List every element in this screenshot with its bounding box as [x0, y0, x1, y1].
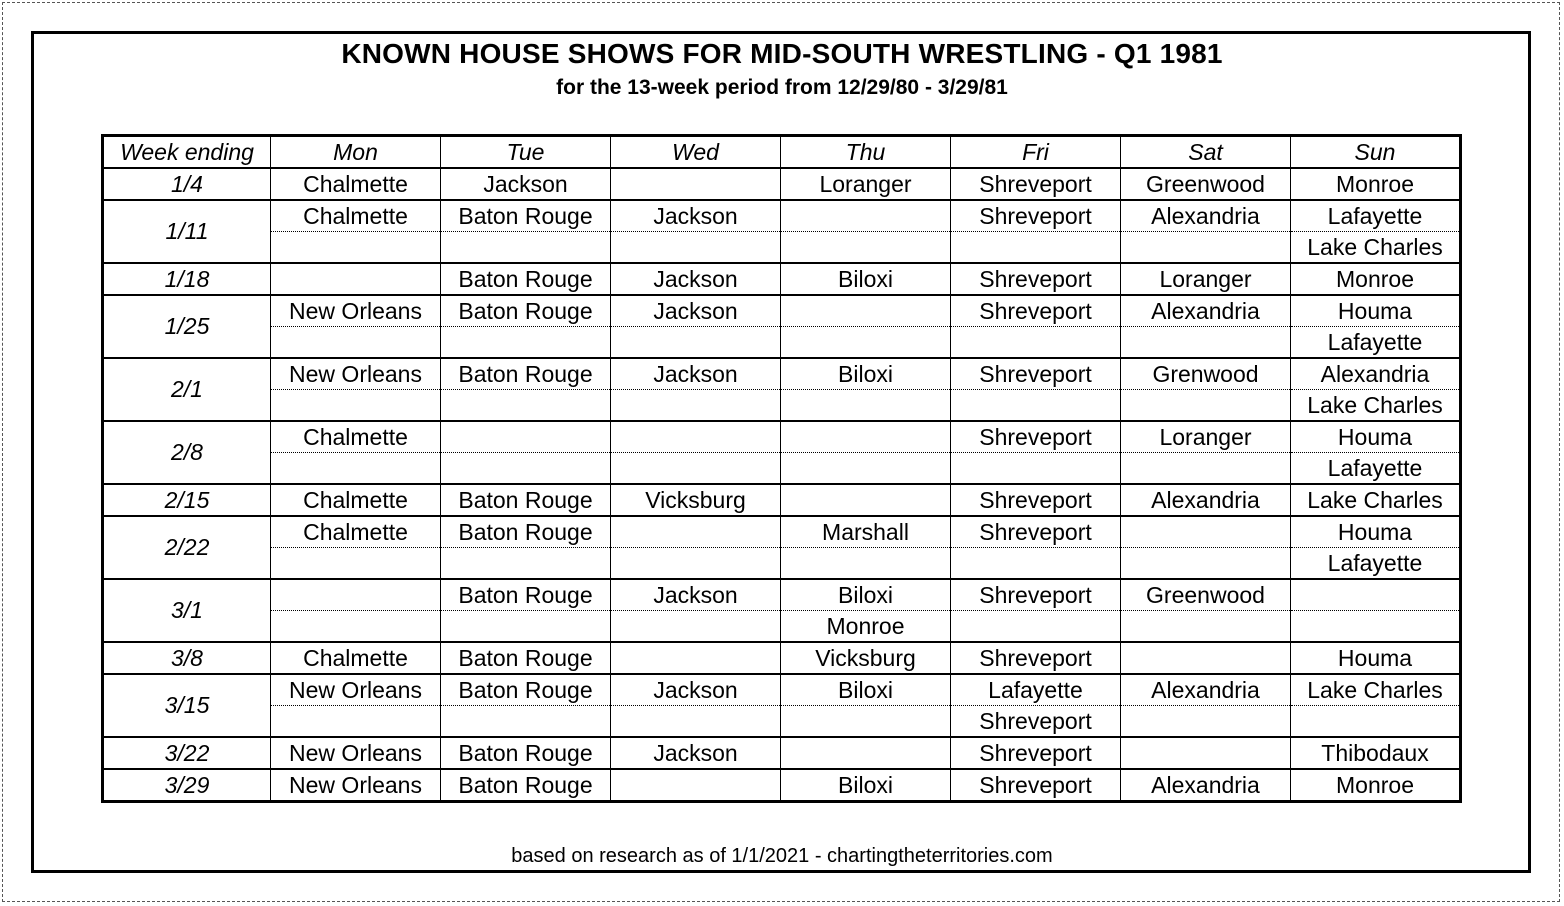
show-cell-wed	[611, 516, 781, 548]
show-cell-sat: Alexandria	[1121, 769, 1291, 802]
week-ending-cell: 1/4	[103, 168, 271, 200]
show-cell-wed	[611, 453, 781, 485]
show-cell-thu	[781, 421, 951, 453]
header-sun: Sun	[1291, 136, 1461, 169]
show-cell-sat: Greenwood	[1121, 168, 1291, 200]
header-week-ending: Week ending	[103, 136, 271, 169]
show-cell-mon: Chalmette	[271, 484, 441, 516]
show-cell-fri: Shreveport	[951, 295, 1121, 327]
show-cell-wed: Vicksburg	[611, 484, 781, 516]
week-ending-cell: 1/25	[103, 295, 271, 358]
table-row	[103, 674, 1461, 706]
show-cell-tue: Baton Rouge	[441, 769, 611, 802]
show-cell-fri: Shreveport	[951, 642, 1121, 674]
show-cell-tue	[441, 706, 611, 738]
show-cell-thu	[781, 548, 951, 580]
table-row	[103, 706, 1461, 738]
show-cell-fri: Lafayette	[951, 674, 1121, 706]
show-cell-mon	[271, 390, 441, 422]
show-cell-sun: Lake Charles	[1291, 674, 1461, 706]
show-cell-tue: Baton Rouge	[441, 642, 611, 674]
show-cell-sat	[1121, 453, 1291, 485]
show-cell-fri	[951, 611, 1121, 643]
show-cell-wed: Jackson	[611, 263, 781, 295]
header-mon: Mon	[271, 136, 441, 169]
show-cell-thu	[781, 453, 951, 485]
week-ending-cell: 1/18	[103, 263, 271, 295]
show-cell-wed: Jackson	[611, 737, 781, 769]
show-cell-tue: Baton Rouge	[441, 484, 611, 516]
show-cell-fri	[951, 327, 1121, 359]
show-cell-tue	[441, 232, 611, 264]
show-cell-fri	[951, 232, 1121, 264]
show-cell-thu	[781, 484, 951, 516]
header-fri: Fri	[951, 136, 1121, 169]
week-ending-cell: 3/22	[103, 737, 271, 769]
show-cell-tue: Baton Rouge	[441, 263, 611, 295]
header-wed: Wed	[611, 136, 781, 169]
show-cell-sun: Lake Charles	[1291, 232, 1461, 264]
show-cell-sun: Monroe	[1291, 769, 1461, 802]
show-cell-mon: New Orleans	[271, 737, 441, 769]
table-row	[103, 579, 1461, 611]
show-cell-tue	[441, 548, 611, 580]
show-cell-fri: Shreveport	[951, 484, 1121, 516]
show-cell-sun: Houma	[1291, 295, 1461, 327]
show-cell-mon	[271, 232, 441, 264]
show-cell-thu: Biloxi	[781, 263, 951, 295]
week-ending-cell: 3/29	[103, 769, 271, 802]
header-row	[103, 136, 1461, 169]
show-cell-wed	[611, 327, 781, 359]
show-cell-thu	[781, 390, 951, 422]
show-cell-sat	[1121, 390, 1291, 422]
week-ending-cell: 1/11	[103, 200, 271, 263]
show-cell-fri: Shreveport	[951, 168, 1121, 200]
show-cell-tue: Baton Rouge	[441, 516, 611, 548]
table-row	[103, 327, 1461, 359]
page-title: KNOWN HOUSE SHOWS FOR MID-SOUTH WRESTLING - Q1 1981	[341, 38, 1223, 69]
show-cell-mon: Chalmette	[271, 168, 441, 200]
week-ending-cell: 2/15	[103, 484, 271, 516]
table-row	[103, 737, 1461, 769]
header-thu: Thu	[781, 136, 951, 169]
show-cell-fri	[951, 390, 1121, 422]
week-ending-cell: 2/22	[103, 516, 271, 579]
show-cell-sun: Houma	[1291, 516, 1461, 548]
show-cell-mon: New Orleans	[271, 674, 441, 706]
page-subtitle: for the 13-week period from 12/29/80 - 3/29/81	[556, 76, 1008, 99]
show-cell-sat	[1121, 232, 1291, 264]
show-cell-mon: New Orleans	[271, 358, 441, 390]
show-cell-tue: Baton Rouge	[441, 674, 611, 706]
show-cell-sat	[1121, 642, 1291, 674]
show-cell-fri: Shreveport	[951, 263, 1121, 295]
show-cell-wed	[611, 168, 781, 200]
show-cell-fri: Shreveport	[951, 737, 1121, 769]
week-ending-cell: 3/1	[103, 579, 271, 642]
show-cell-thu: Monroe	[781, 611, 951, 643]
show-cell-sat: Alexandria	[1121, 295, 1291, 327]
show-cell-sat: Alexandria	[1121, 484, 1291, 516]
show-cell-wed: Jackson	[611, 358, 781, 390]
show-cell-thu: Loranger	[781, 168, 951, 200]
show-cell-sat	[1121, 706, 1291, 738]
show-cell-sun: Lafayette	[1291, 200, 1461, 232]
week-ending-cell: 3/15	[103, 674, 271, 737]
show-cell-mon: Chalmette	[271, 421, 441, 453]
show-cell-sun	[1291, 706, 1461, 738]
show-cell-tue: Jackson	[441, 168, 611, 200]
show-cell-sat	[1121, 516, 1291, 548]
table-row	[103, 390, 1461, 422]
show-cell-wed	[611, 232, 781, 264]
show-cell-sun: Alexandria	[1291, 358, 1461, 390]
show-cell-wed	[611, 390, 781, 422]
show-cell-mon	[271, 263, 441, 295]
show-cell-wed: Jackson	[611, 579, 781, 611]
schedule-body	[103, 168, 1461, 802]
show-cell-wed: Jackson	[611, 295, 781, 327]
show-cell-sat: Loranger	[1121, 421, 1291, 453]
show-cell-tue: Baton Rouge	[441, 579, 611, 611]
show-cell-mon: New Orleans	[271, 295, 441, 327]
show-cell-mon	[271, 706, 441, 738]
show-cell-sun: Monroe	[1291, 263, 1461, 295]
show-cell-fri: Shreveport	[951, 579, 1121, 611]
show-cell-tue	[441, 453, 611, 485]
footer-note: based on research as of 1/1/2021 - chartingtheterritories.com	[511, 845, 1053, 867]
show-cell-sat: Alexandria	[1121, 674, 1291, 706]
show-cell-sat: Loranger	[1121, 263, 1291, 295]
week-ending-cell: 3/8	[103, 642, 271, 674]
show-cell-thu: Vicksburg	[781, 642, 951, 674]
show-cell-fri: Shreveport	[951, 200, 1121, 232]
show-cell-thu	[781, 200, 951, 232]
show-cell-mon: Chalmette	[271, 516, 441, 548]
table-row	[103, 769, 1461, 802]
table-row	[103, 200, 1461, 232]
show-cell-thu	[781, 737, 951, 769]
show-cell-sun: Lake Charles	[1291, 484, 1461, 516]
show-cell-sat	[1121, 327, 1291, 359]
show-cell-wed	[611, 642, 781, 674]
table-row	[103, 611, 1461, 643]
table-row	[103, 232, 1461, 264]
table-row	[103, 358, 1461, 390]
table-row	[103, 484, 1461, 516]
show-cell-fri: Shreveport	[951, 769, 1121, 802]
show-cell-fri: Shreveport	[951, 516, 1121, 548]
table-row	[103, 453, 1461, 485]
show-cell-tue: Baton Rouge	[441, 200, 611, 232]
table-row	[103, 263, 1461, 295]
show-cell-sun: Lafayette	[1291, 327, 1461, 359]
schedule-table	[101, 134, 1462, 803]
show-cell-tue	[441, 611, 611, 643]
show-cell-sun: Houma	[1291, 421, 1461, 453]
show-cell-sun: Thibodaux	[1291, 737, 1461, 769]
show-cell-mon	[271, 611, 441, 643]
show-cell-sat: Greenwood	[1121, 579, 1291, 611]
show-cell-tue: Baton Rouge	[441, 737, 611, 769]
show-cell-wed: Jackson	[611, 674, 781, 706]
show-cell-fri: Shreveport	[951, 706, 1121, 738]
show-cell-sun: Monroe	[1291, 168, 1461, 200]
show-cell-tue	[441, 327, 611, 359]
week-ending-cell: 2/8	[103, 421, 271, 484]
show-cell-sun	[1291, 579, 1461, 611]
show-cell-wed	[611, 611, 781, 643]
show-cell-sat: Alexandria	[1121, 200, 1291, 232]
show-cell-tue	[441, 390, 611, 422]
show-cell-sat: Grenwood	[1121, 358, 1291, 390]
show-cell-sun: Lake Charles	[1291, 390, 1461, 422]
table-row	[103, 168, 1461, 200]
show-cell-wed	[611, 769, 781, 802]
show-cell-fri	[951, 453, 1121, 485]
show-cell-mon: Chalmette	[271, 642, 441, 674]
table-row	[103, 516, 1461, 548]
show-cell-sun: Houma	[1291, 642, 1461, 674]
show-cell-wed	[611, 421, 781, 453]
show-cell-sat	[1121, 737, 1291, 769]
show-cell-fri	[951, 548, 1121, 580]
show-cell-sat	[1121, 548, 1291, 580]
show-cell-sun	[1291, 611, 1461, 643]
table-row	[103, 421, 1461, 453]
show-cell-fri: Shreveport	[951, 421, 1121, 453]
show-cell-sun: Lafayette	[1291, 453, 1461, 485]
show-cell-thu: Biloxi	[781, 358, 951, 390]
show-cell-tue	[441, 421, 611, 453]
show-cell-thu: Biloxi	[781, 579, 951, 611]
show-cell-sun: Lafayette	[1291, 548, 1461, 580]
show-cell-wed	[611, 548, 781, 580]
show-cell-wed: Jackson	[611, 200, 781, 232]
show-cell-mon	[271, 548, 441, 580]
show-cell-mon	[271, 453, 441, 485]
show-cell-mon	[271, 327, 441, 359]
header-tue: Tue	[441, 136, 611, 169]
show-cell-mon	[271, 579, 441, 611]
show-cell-thu: Biloxi	[781, 769, 951, 802]
show-cell-fri: Shreveport	[951, 358, 1121, 390]
week-ending-cell: 2/1	[103, 358, 271, 421]
table-row	[103, 295, 1461, 327]
show-cell-thu	[781, 327, 951, 359]
show-cell-wed	[611, 706, 781, 738]
show-cell-tue: Baton Rouge	[441, 358, 611, 390]
show-cell-mon: New Orleans	[271, 769, 441, 802]
table-row	[103, 548, 1461, 580]
table-row	[103, 642, 1461, 674]
show-cell-thu	[781, 232, 951, 264]
header-sat: Sat	[1121, 136, 1291, 169]
show-cell-thu: Biloxi	[781, 674, 951, 706]
show-cell-thu	[781, 295, 951, 327]
show-cell-sat	[1121, 611, 1291, 643]
show-cell-thu: Marshall	[781, 516, 951, 548]
show-cell-thu	[781, 706, 951, 738]
show-cell-mon: Chalmette	[271, 200, 441, 232]
show-cell-tue: Baton Rouge	[441, 295, 611, 327]
